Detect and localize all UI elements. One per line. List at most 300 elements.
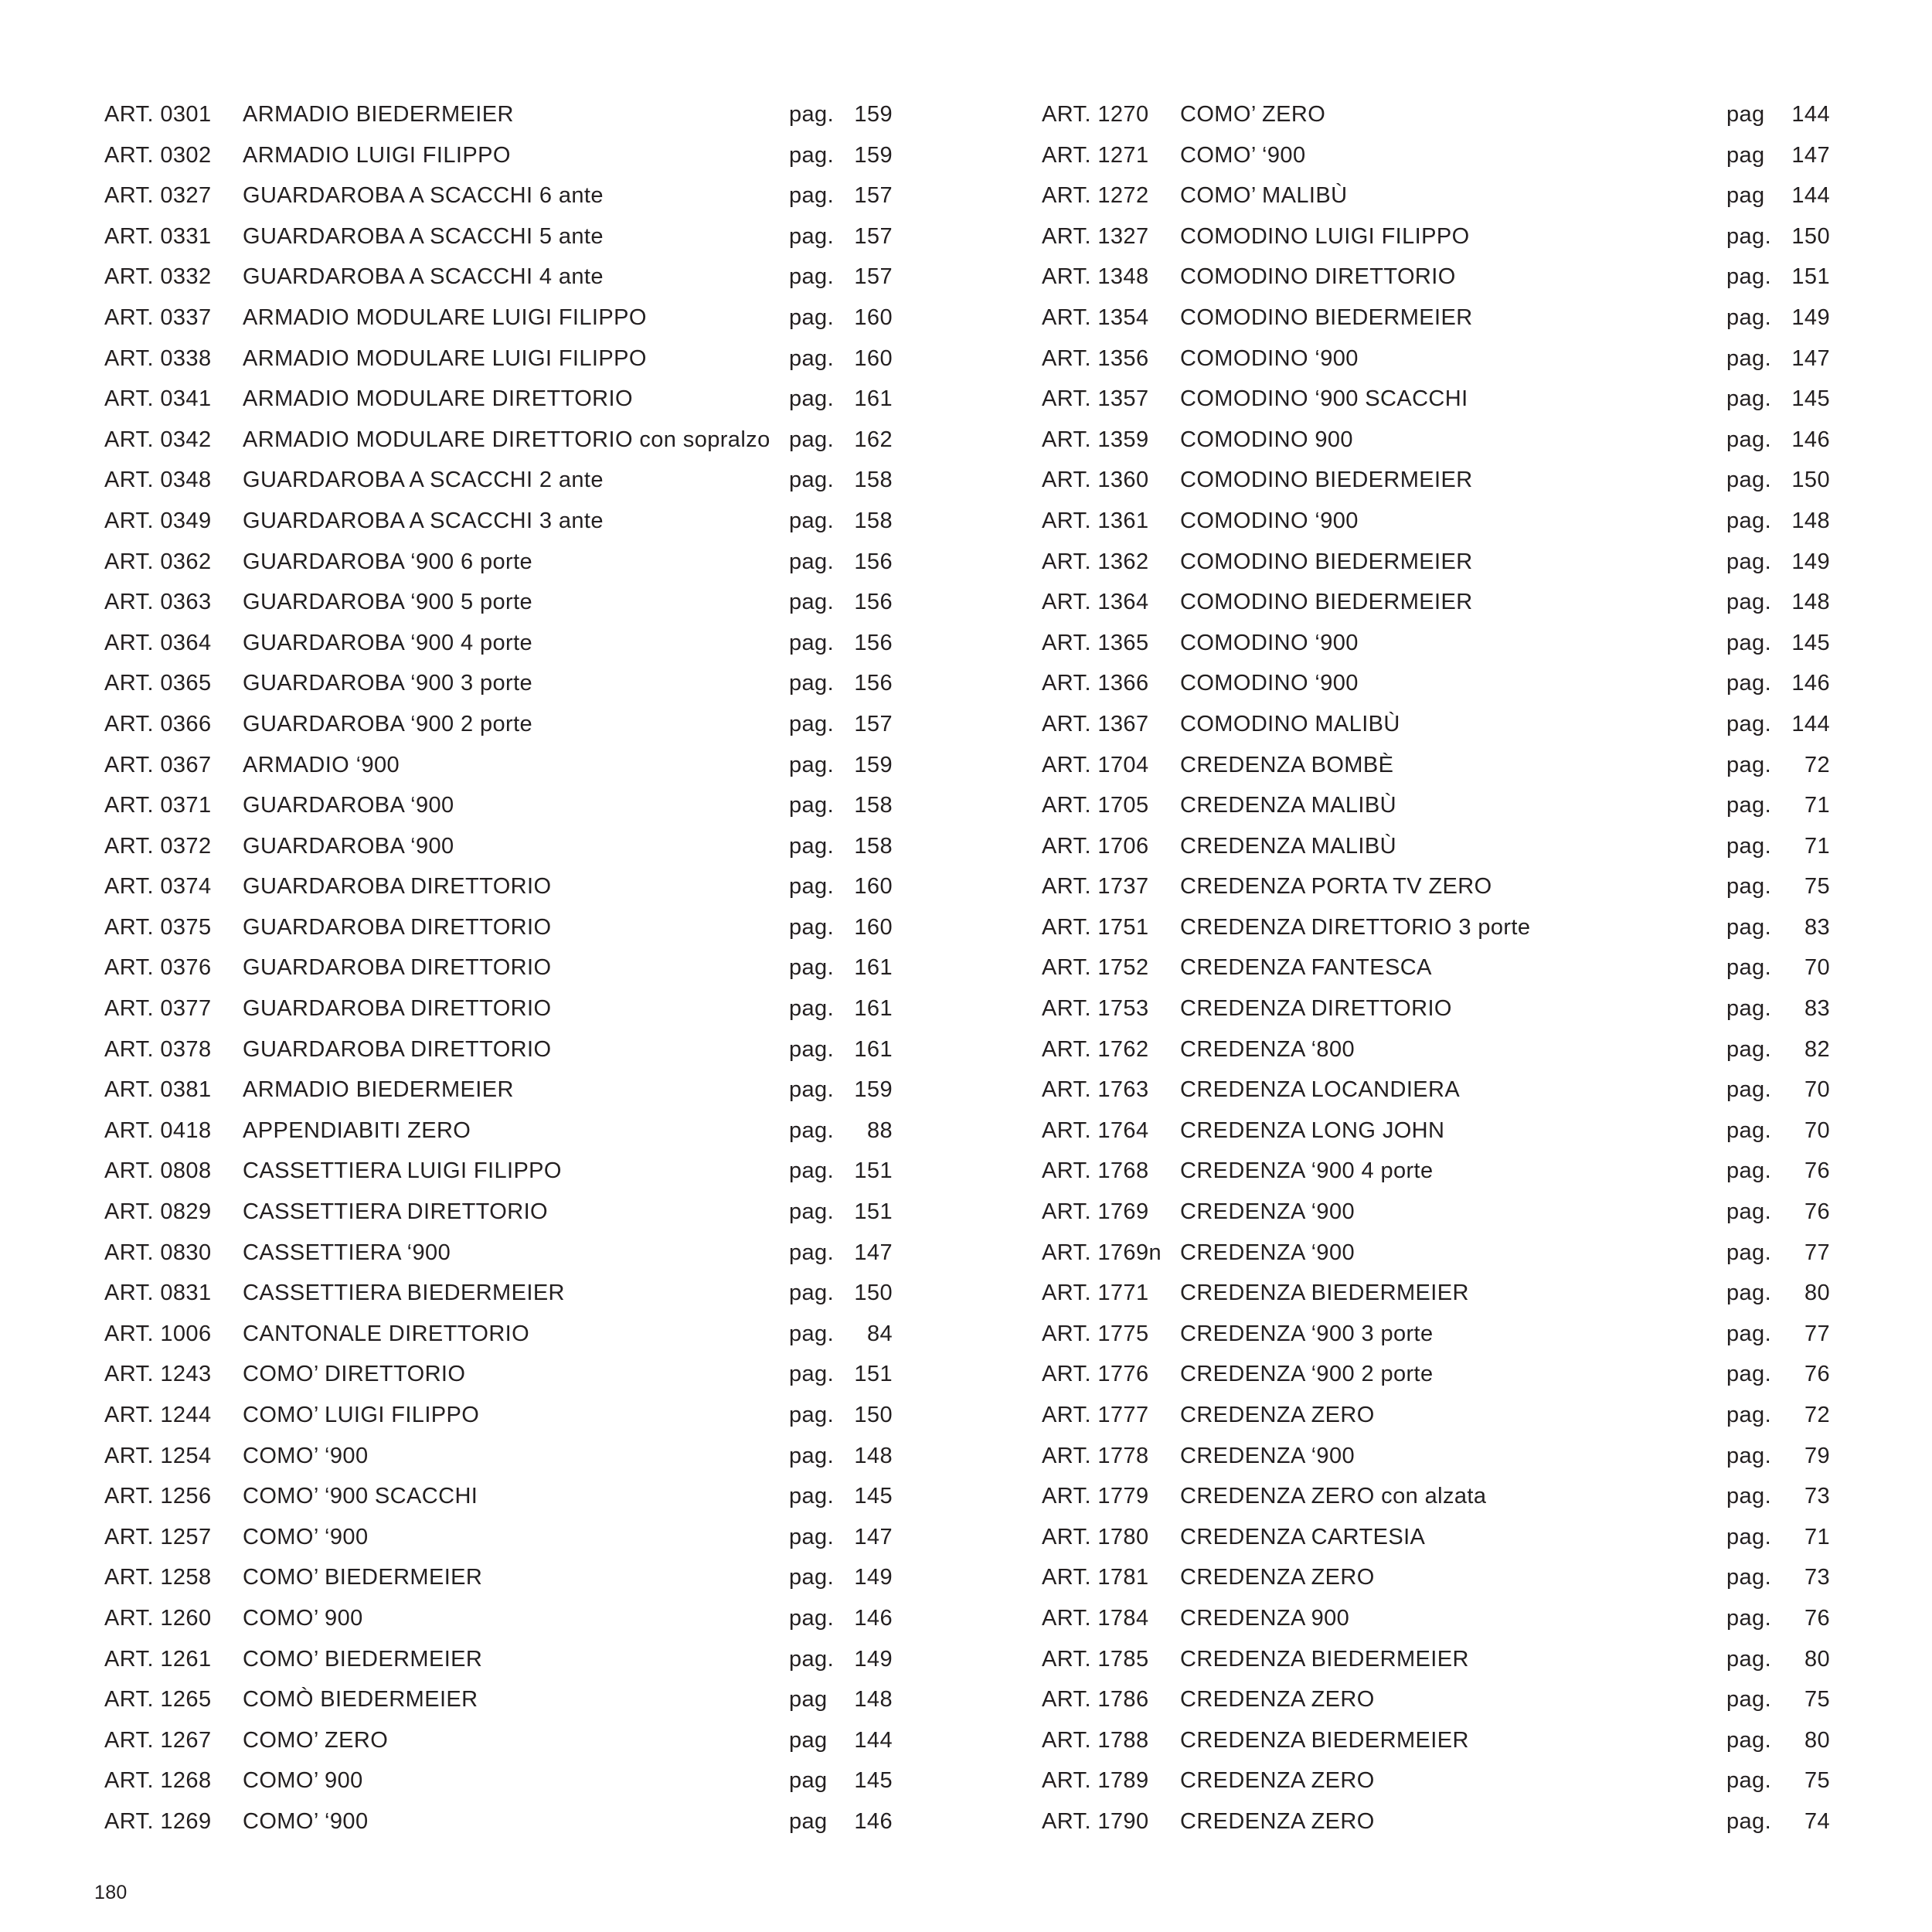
page-label: pag.: [1726, 1362, 1772, 1387]
article-code: ART. 1257: [104, 1524, 212, 1549]
article-code: ART. 0348: [104, 468, 212, 493]
article-code: ART. 1776: [1042, 1362, 1149, 1387]
index-entry: [1042, 1111, 1830, 1151]
page-reference: 151: [854, 1362, 893, 1387]
page-reference: 161: [854, 1036, 893, 1062]
item-description: CREDENZA 900: [1180, 1605, 1350, 1631]
article-code: ART. 0367: [104, 752, 212, 777]
article-code: ART. 1790: [1042, 1808, 1149, 1834]
index-entry: [1042, 1070, 1830, 1111]
page-label: pag.: [789, 508, 835, 533]
page-reference: 145: [854, 1484, 893, 1509]
item-description: COMO’ LUIGI FILIPPO: [243, 1403, 480, 1427]
index-entry: [104, 1436, 893, 1477]
item-description: GUARDAROBA A SCACCHI 3 ante: [243, 508, 604, 533]
index-entry: [104, 1760, 893, 1801]
article-code: ART. 1267: [104, 1727, 212, 1753]
page-reference: 147: [1791, 345, 1830, 371]
page-reference: 151: [1791, 264, 1830, 290]
page-label: pag.: [1726, 1117, 1772, 1143]
index-entry: [1042, 501, 1830, 542]
item-description: GUARDAROBA ‘900 6 porte: [243, 549, 533, 574]
page-label: pag.: [789, 1403, 835, 1427]
item-description: CREDENZA ZERO: [1180, 1403, 1375, 1427]
page-reference: 148: [854, 1687, 893, 1713]
page-label: pag.: [789, 264, 835, 290]
page-label: pag.: [1726, 264, 1772, 290]
article-code: ART. 0338: [104, 345, 212, 371]
page-reference: 149: [854, 1565, 893, 1590]
item-description: CREDENZA ZERO con alzata: [1180, 1484, 1487, 1509]
index-entry: [1042, 1720, 1830, 1761]
index-entry: [1042, 216, 1830, 257]
index-entry: [104, 257, 893, 298]
page-label: pag.: [1726, 630, 1772, 655]
article-code: ART. 1356: [1042, 345, 1149, 371]
article-code: ART. 0302: [104, 142, 212, 168]
item-description: CREDENZA DIRETTORIO: [1180, 996, 1452, 1022]
page-reference: 148: [1791, 590, 1830, 615]
page-reference: 157: [854, 183, 893, 209]
page-reference: 146: [1791, 671, 1830, 696]
item-description: CREDENZA ‘800: [1180, 1036, 1355, 1062]
item-description: CREDENZA ‘900 2 porte: [1180, 1362, 1434, 1387]
page-label: pag.: [1726, 1646, 1772, 1672]
page-label: pag.: [1726, 1687, 1772, 1713]
index-entry: [1042, 542, 1830, 583]
page-reference: 147: [1791, 142, 1830, 168]
page-label: pag.: [789, 1524, 835, 1549]
page-label: pag: [789, 1687, 828, 1713]
item-description: CREDENZA ‘900 4 porte: [1180, 1158, 1434, 1184]
page-label: pag.: [1726, 1808, 1772, 1834]
item-description: CREDENZA FANTESCA: [1180, 955, 1432, 981]
page-reference: 145: [854, 1768, 893, 1794]
page-label: pag.: [1726, 345, 1772, 371]
article-code: ART. 0378: [104, 1036, 212, 1062]
index-entry: [1042, 623, 1830, 664]
item-description: CREDENZA ZERO: [1180, 1687, 1375, 1713]
index-entry: [104, 1233, 893, 1274]
item-description: CREDENZA MALIBÙ: [1180, 833, 1396, 859]
item-description: ARMADIO MODULARE LUIGI FILIPPO: [243, 345, 647, 371]
item-description: COMODINO BIEDERMEIER: [1180, 304, 1473, 330]
page-label: pag.: [1726, 1321, 1772, 1346]
page-reference: 146: [854, 1605, 893, 1631]
page-reference: 79: [1804, 1443, 1830, 1468]
article-code: ART. 0341: [104, 386, 212, 412]
index-entry: [1042, 460, 1830, 501]
item-description: CREDENZA ZERO: [1180, 1808, 1375, 1834]
item-description: COMODINO 900: [1180, 427, 1353, 452]
item-description: COMODINO BIEDERMEIER: [1180, 590, 1473, 615]
item-description: COMO’ ‘900: [243, 1524, 369, 1549]
page-label: pag.: [1726, 590, 1772, 615]
page-label: pag.: [1726, 1240, 1772, 1265]
item-description: CREDENZA ‘900 3 porte: [1180, 1321, 1434, 1346]
article-code: ART. 0372: [104, 833, 212, 859]
item-description: CASSETTIERA ‘900: [243, 1240, 451, 1265]
item-description: CREDENZA BIEDERMEIER: [1180, 1727, 1469, 1753]
item-description: CREDENZA BIEDERMEIER: [1180, 1646, 1469, 1672]
page-label: pag.: [1726, 1158, 1772, 1184]
article-code: ART. 0375: [104, 914, 212, 940]
page-reference: 160: [854, 874, 893, 900]
item-description: COMODINO BIEDERMEIER: [1180, 549, 1473, 574]
index-entry: [1042, 1029, 1830, 1070]
item-description: COMODINO ‘900 SCACCHI: [1180, 386, 1468, 412]
page-label: pag: [789, 1727, 828, 1753]
article-code: ART. 0363: [104, 590, 212, 615]
page-reference: 161: [854, 386, 893, 412]
page-reference: 80: [1804, 1646, 1830, 1672]
item-description: COMODINO ‘900: [1180, 671, 1359, 696]
index-entry: [1042, 663, 1830, 704]
page-reference: 70: [1804, 1077, 1830, 1103]
item-description: CREDENZA DIRETTORIO 3 porte: [1180, 914, 1531, 940]
page-label: pag.: [1726, 468, 1772, 493]
page-label: pag.: [1726, 1199, 1772, 1225]
index-entry: [1042, 826, 1830, 867]
page-reference: 158: [854, 833, 893, 859]
article-code: ART. 1256: [104, 1484, 212, 1509]
page-reference: 76: [1804, 1605, 1830, 1631]
page-reference: 71: [1804, 833, 1830, 859]
item-description: GUARDAROBA A SCACCHI 4 ante: [243, 264, 604, 290]
index-entry: [104, 785, 893, 826]
index-entry: [104, 379, 893, 420]
page-reference: 75: [1804, 1687, 1830, 1713]
page-reference: 147: [854, 1524, 893, 1549]
item-description: ARMADIO MODULARE DIRETTORIO con sopralzo: [243, 427, 770, 452]
page-label: pag.: [1726, 793, 1772, 818]
page-label: pag.: [1726, 1768, 1772, 1794]
index-entry: [104, 582, 893, 623]
page-reference: 162: [854, 427, 893, 452]
article-code: ART. 1706: [1042, 833, 1149, 859]
page-reference: 70: [1804, 1117, 1830, 1143]
article-code: ART. 1270: [1042, 102, 1149, 127]
article-code: ART. 1705: [1042, 793, 1149, 818]
article-code: ART. 1268: [104, 1768, 212, 1794]
page-reference: 157: [854, 711, 893, 736]
page-label: pag.: [1726, 955, 1772, 981]
article-code: ART. 0362: [104, 549, 212, 574]
index-entry: [1042, 907, 1830, 948]
page-label: pag.: [1726, 304, 1772, 330]
page-label: pag.: [789, 183, 835, 209]
page-reference: 77: [1804, 1321, 1830, 1346]
page-label: pag.: [1726, 1403, 1772, 1427]
article-code: ART. 1327: [1042, 223, 1149, 249]
page-reference: 158: [854, 793, 893, 818]
page-reference: 148: [1791, 508, 1830, 533]
article-code: ART. 1775: [1042, 1321, 1149, 1346]
article-code: ART. 1777: [1042, 1403, 1149, 1427]
index-entry: [1042, 1354, 1830, 1395]
page-reference: 148: [854, 1443, 893, 1468]
page-reference: 145: [1791, 630, 1830, 655]
item-description: CREDENZA ‘900: [1180, 1199, 1355, 1225]
article-code: ART. 1778: [1042, 1443, 1149, 1468]
index-entry: [1042, 135, 1830, 176]
article-code: ART. 1781: [1042, 1565, 1149, 1590]
index-entry: [104, 175, 893, 216]
index-entry: [104, 1720, 893, 1761]
page-label: pag: [1726, 142, 1765, 168]
index-entry: [104, 1029, 893, 1070]
article-code: ART. 0331: [104, 223, 212, 249]
page-label: pag.: [1726, 1036, 1772, 1062]
page-reference: 74: [1804, 1808, 1830, 1834]
index-entry: [104, 947, 893, 988]
page-reference: 76: [1804, 1199, 1830, 1225]
index-entry: [104, 663, 893, 704]
article-code: ART. 0830: [104, 1240, 212, 1265]
page-reference: 88: [866, 1117, 893, 1143]
page-reference: 76: [1804, 1158, 1830, 1184]
item-description: CREDENZA ‘900: [1180, 1240, 1355, 1265]
article-code: ART. 1360: [1042, 468, 1149, 493]
item-description: CANTONALE DIRETTORIO: [243, 1321, 530, 1346]
article-code: ART. 0342: [104, 427, 212, 452]
page-reference: 80: [1804, 1281, 1830, 1306]
item-description: CREDENZA ‘900: [1180, 1443, 1355, 1468]
article-code: ART. 1780: [1042, 1524, 1149, 1549]
article-code: ART. 0365: [104, 671, 212, 696]
item-description: ARMADIO BIEDERMEIER: [243, 1077, 514, 1103]
item-description: COMODINO ‘900: [1180, 508, 1359, 533]
article-code: ART. 1367: [1042, 711, 1149, 736]
index-entry: [104, 298, 893, 338]
page-label: pag.: [789, 833, 835, 859]
article-code: ART. 1254: [104, 1443, 212, 1468]
page-label: pag.: [789, 711, 835, 736]
index-entry: [104, 94, 893, 135]
page-reference: 75: [1804, 874, 1830, 900]
page-label: pag.: [1726, 1077, 1772, 1103]
page-label: pag: [1726, 183, 1765, 209]
item-description: COMODINO MALIBÙ: [1180, 711, 1400, 736]
page-label: pag.: [1726, 1443, 1772, 1468]
page-label: pag.: [789, 1117, 835, 1143]
article-code: ART. 0808: [104, 1158, 212, 1184]
index-entry: [1042, 1557, 1830, 1598]
page-reference: 149: [1791, 304, 1830, 330]
item-description: COMO’ MALIBÙ: [1180, 183, 1348, 209]
item-description: COMO’ 900: [243, 1605, 363, 1631]
article-code: ART. 1753: [1042, 996, 1149, 1022]
item-description: CREDENZA LOCANDIERA: [1180, 1077, 1461, 1103]
page-label: pag.: [789, 996, 835, 1022]
page-reference: 72: [1804, 752, 1830, 777]
page-reference: 146: [854, 1808, 893, 1834]
index-entry: [104, 1070, 893, 1111]
page-label: pag.: [789, 630, 835, 655]
article-code: ART. 0381: [104, 1077, 212, 1103]
index-entry: [104, 338, 893, 379]
page-reference: 159: [854, 142, 893, 168]
index-entry: [1042, 1598, 1830, 1639]
item-description: CASSETTIERA LUIGI FILIPPO: [243, 1158, 562, 1184]
article-code: ART. 1779: [1042, 1484, 1149, 1509]
index-entry: [104, 1192, 893, 1233]
article-code: ART. 1269: [104, 1808, 212, 1834]
page-reference: 159: [854, 752, 893, 777]
item-description: COMODINO LUIGI FILIPPO: [1180, 223, 1470, 249]
item-description: CASSETTIERA BIEDERMEIER: [243, 1281, 565, 1306]
item-description: COMO’ ‘900 SCACCHI: [243, 1484, 478, 1509]
item-description: COMO’ ‘900: [1180, 142, 1306, 168]
index-entry: [104, 1639, 893, 1680]
index-entry: [104, 460, 893, 501]
item-description: ARMADIO LUIGI FILIPPO: [243, 142, 511, 168]
index-entry: [1042, 745, 1830, 786]
page-label: pag.: [789, 1240, 835, 1265]
index-entry: [1042, 175, 1830, 216]
article-code: ART. 1354: [1042, 304, 1149, 330]
item-description: COMO’ DIRETTORIO: [243, 1362, 466, 1387]
article-code: ART. 0829: [104, 1199, 212, 1225]
index-entry: [104, 135, 893, 176]
page-label: pag: [789, 1768, 828, 1794]
page-reference: 83: [1804, 914, 1830, 940]
page-reference: 80: [1804, 1727, 1830, 1753]
index-entry: [1042, 866, 1830, 907]
index-entry: [104, 501, 893, 542]
index-entry: [1042, 1679, 1830, 1720]
item-description: GUARDAROBA ‘900 5 porte: [243, 590, 533, 615]
index-entry: [1042, 94, 1830, 135]
item-description: CASSETTIERA DIRETTORIO: [243, 1199, 548, 1225]
page-reference: 159: [854, 102, 893, 127]
page-label: pag: [789, 1808, 828, 1834]
page-reference: 144: [1791, 711, 1830, 736]
index-entry: [104, 420, 893, 461]
article-code: ART. 1366: [1042, 671, 1149, 696]
page-number: 180: [94, 1882, 128, 1903]
index-entry: [1042, 338, 1830, 379]
article-code: ART. 1769: [1042, 1199, 1149, 1225]
page-reference: 73: [1804, 1484, 1830, 1509]
index-entry: [1042, 1395, 1830, 1436]
page-reference: 157: [854, 264, 893, 290]
item-description: CREDENZA BIEDERMEIER: [1180, 1281, 1469, 1306]
page-reference: 159: [854, 1077, 893, 1103]
page-reference: 161: [854, 955, 893, 981]
page-label: pag.: [789, 955, 835, 981]
item-description: GUARDAROBA ‘900 4 porte: [243, 630, 533, 655]
index-entry: [1042, 379, 1830, 420]
article-code: ART. 1786: [1042, 1687, 1149, 1713]
item-description: COMODINO BIEDERMEIER: [1180, 468, 1473, 493]
page-label: pag.: [1726, 549, 1772, 574]
index-entry: [1042, 988, 1830, 1029]
page-reference: 156: [854, 671, 893, 696]
item-description: CREDENZA CARTESIA: [1180, 1524, 1426, 1549]
item-description: GUARDAROBA A SCACCHI 2 ante: [243, 468, 604, 493]
page-reference: 144: [1791, 102, 1830, 127]
page-reference: 151: [854, 1158, 893, 1184]
page-reference: 149: [854, 1646, 893, 1672]
index-entry: [1042, 257, 1830, 298]
page-label: pag.: [1726, 671, 1772, 696]
page-reference: 157: [854, 223, 893, 249]
item-description: GUARDAROBA ‘900 2 porte: [243, 711, 533, 736]
page-reference: 84: [866, 1321, 893, 1346]
article-code: ART. 1244: [104, 1403, 212, 1427]
item-description: GUARDAROBA ‘900 3 porte: [243, 671, 533, 696]
article-code: ART. 1771: [1042, 1281, 1149, 1306]
article-code: ART. 1737: [1042, 874, 1149, 900]
page-label: pag.: [1726, 386, 1772, 412]
item-description: ARMADIO ‘900: [243, 752, 400, 777]
index-entry: [1042, 1517, 1830, 1558]
index-entry: [104, 216, 893, 257]
item-description: GUARDAROBA ‘900: [243, 833, 454, 859]
page-label: pag.: [789, 1077, 835, 1103]
item-description: GUARDAROBA A SCACCHI 5 ante: [243, 223, 604, 249]
item-description: CREDENZA LONG JOHN: [1180, 1117, 1445, 1143]
page-label: pag.: [789, 1484, 835, 1509]
article-code: ART. 1272: [1042, 183, 1149, 209]
item-description: COMO’ ‘900: [243, 1808, 369, 1834]
page-label: pag.: [789, 345, 835, 371]
item-description: ARMADIO BIEDERMEIER: [243, 102, 514, 127]
article-code: ART. 1769n: [1042, 1240, 1162, 1265]
item-description: COMO’ ZERO: [243, 1727, 389, 1753]
index-entry: [1042, 1801, 1830, 1842]
page-reference: 151: [854, 1199, 893, 1225]
page-reference: 82: [1804, 1036, 1830, 1062]
index-entry: [104, 704, 893, 745]
index-entry: [104, 1273, 893, 1314]
page-reference: 160: [854, 345, 893, 371]
article-code: ART. 0831: [104, 1281, 212, 1306]
index-entry: [104, 1151, 893, 1192]
page-reference: 144: [1791, 183, 1830, 209]
page-reference: 158: [854, 468, 893, 493]
article-code: ART. 1752: [1042, 955, 1149, 981]
item-description: COMODINO ‘900: [1180, 630, 1359, 655]
index-entry: [1042, 1273, 1830, 1314]
item-description: GUARDAROBA A SCACCHI 6 ante: [243, 183, 604, 209]
article-code: ART. 1788: [1042, 1727, 1149, 1753]
item-description: ARMADIO MODULARE DIRETTORIO: [243, 386, 633, 412]
item-description: COMÒ BIEDERMEIER: [243, 1687, 478, 1713]
page-reference: 160: [854, 914, 893, 940]
item-description: COMO’ BIEDERMEIER: [243, 1646, 483, 1672]
index-entry: [1042, 1192, 1830, 1233]
page-label: pag.: [1726, 752, 1772, 777]
page-label: pag.: [789, 386, 835, 412]
index-entry: [104, 988, 893, 1029]
page-label: pag.: [789, 793, 835, 818]
page-label: pag.: [789, 427, 835, 452]
page-label: pag.: [1726, 996, 1772, 1022]
article-code: ART. 1243: [104, 1362, 212, 1387]
article-code: ART. 1357: [1042, 386, 1149, 412]
article-code: ART. 1348: [1042, 264, 1149, 290]
item-description: CREDENZA PORTA TV ZERO: [1180, 874, 1492, 900]
page-reference: 150: [1791, 468, 1830, 493]
article-code: ART. 1271: [1042, 142, 1149, 168]
index-column-left: [104, 94, 893, 1842]
index-entry: [104, 623, 893, 664]
item-description: GUARDAROBA DIRETTORIO: [243, 996, 552, 1022]
page-reference: 161: [854, 996, 893, 1022]
item-description: CREDENZA ZERO: [1180, 1768, 1375, 1794]
